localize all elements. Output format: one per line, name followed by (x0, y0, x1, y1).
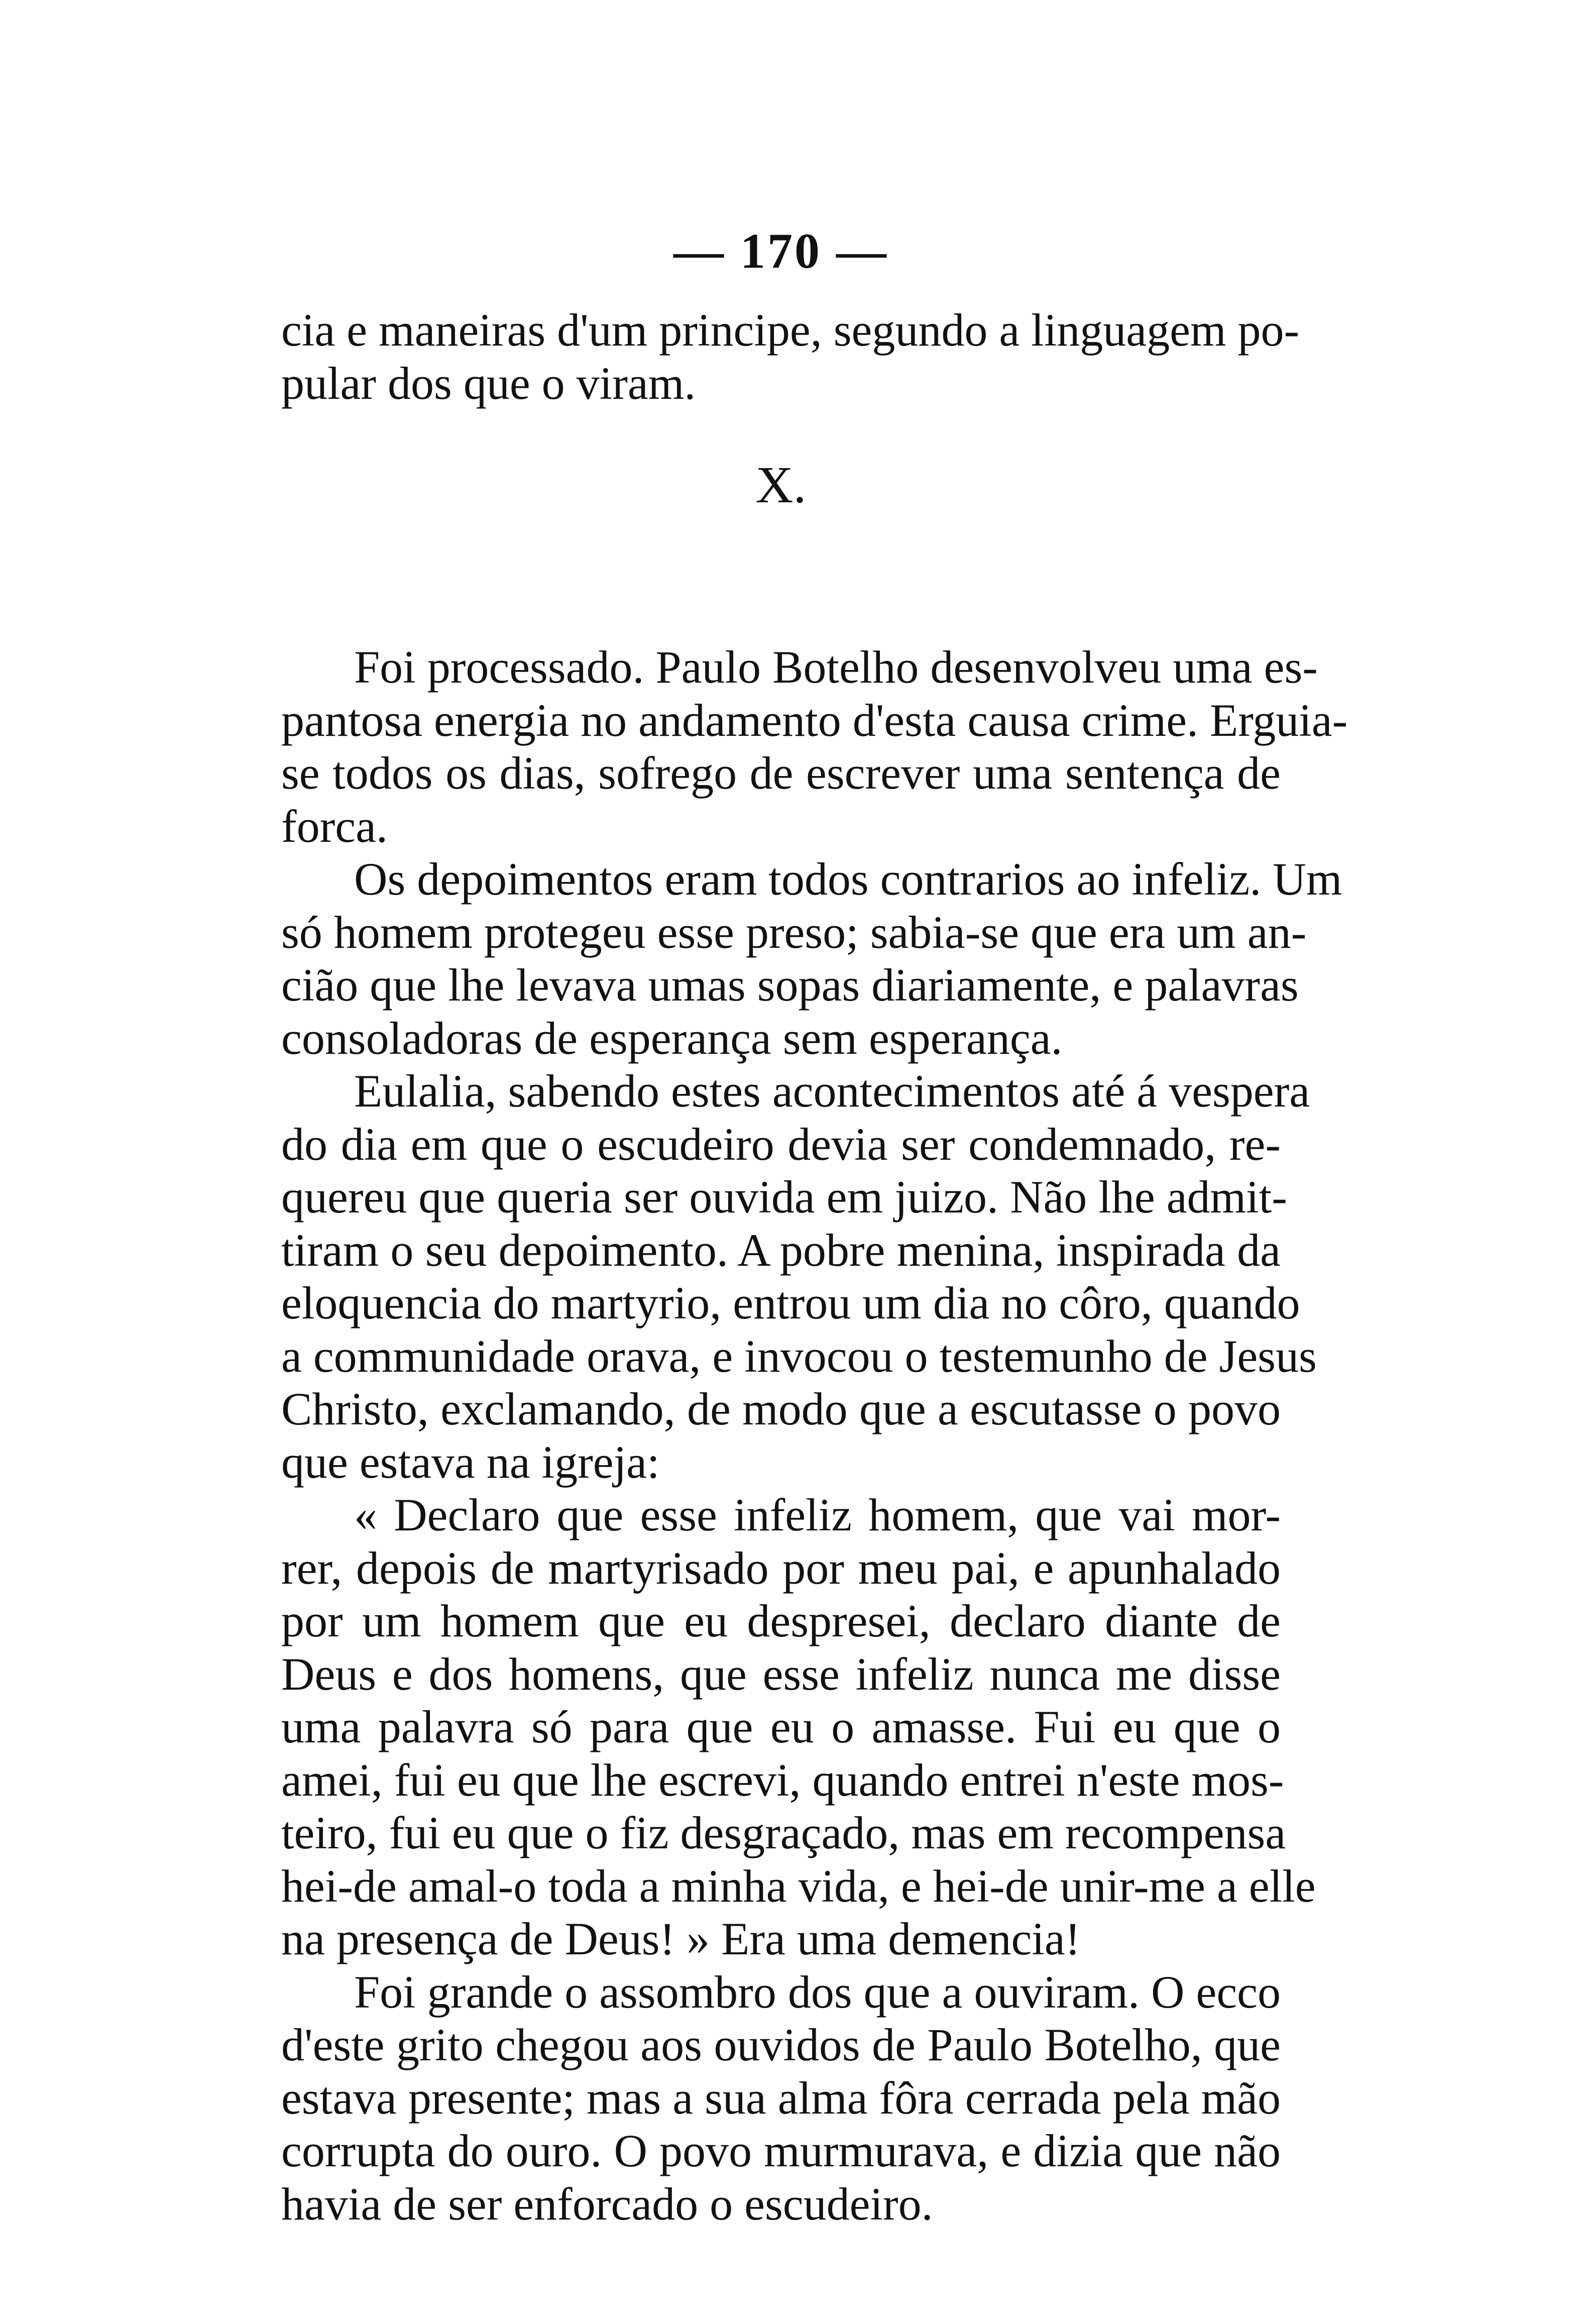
text-line: havia de ser enforcado o escudeiro. (281, 2178, 933, 2230)
text-line: quereu que queria ser ouvida em juizo. Não lhe admit- (281, 1171, 1287, 1223)
text-line: teiro, fui eu que o fiz desgraçado, mas em recompensa (281, 1807, 1286, 1858)
text-line: Deus e dos homens, que esse infeliz nunca me disse (281, 1648, 1281, 1700)
text-line: Foi grande o assombro dos que a ouviram. O ecco (354, 1966, 1281, 2018)
text-line: tiram o seu depoimento. A pobre menina, inspirada da (281, 1224, 1281, 1276)
text-line: do dia em que o escudeiro devia ser condemnado, re- (281, 1118, 1281, 1170)
text-line: pular dos que o viram. (281, 357, 696, 409)
chapter-heading: X. (755, 456, 807, 514)
text-line: estava presente; mas a sua alma fôra cerrada pela mão (281, 2072, 1281, 2124)
text-line: pantosa energia no andamento d'esta causa crime. Erguia- (281, 694, 1348, 746)
text-line: que estava na igreja: (281, 1436, 660, 1488)
text-line: cia e maneiras d'um principe, segundo a linguagem po- (281, 304, 1300, 356)
text-line: corrupta do ouro. O povo murmurava, e dizia que não (281, 2125, 1281, 2176)
paragraph (281, 641, 1348, 853)
text-line: a communidade orava, e invocou o testemunho de Jesus (281, 1330, 1317, 1382)
text-line: por um homem que eu despresei, declaro diante de (281, 1595, 1281, 1646)
book-page (281, 221, 1348, 2231)
paragraph (281, 853, 1342, 1065)
paragraph (281, 1065, 1317, 1489)
text-line: só homem protegeu esse preso; sabia-se que era um an- (281, 906, 1307, 958)
text-line: Eulalia, sabendo estes acontecimentos até á vespera (354, 1065, 1310, 1117)
text-line: forca. (281, 800, 388, 852)
text-line: se todos os dias, sofrego de escrever uma sentença de (281, 747, 1281, 799)
text-line: d'este grito chegou aos ouvidos de Paulo Botelho, que (281, 2019, 1281, 2070)
text-line: amei, fui eu que lhe escrevi, quando entrei n'este mos- (281, 1754, 1284, 1806)
text-line: Os depoimentos eram todos contrarios ao infeliz. Um (354, 853, 1342, 905)
text-line: consoladoras de esperança sem esperança. (281, 1012, 1063, 1064)
text-line: Christo, exclamando, de modo que a escutasse o povo (281, 1383, 1281, 1434)
opening-text (281, 304, 1300, 410)
paragraph (281, 1966, 1281, 2231)
text-line: rer, depois de martyrisado por meu pai, e apunhalado (281, 1542, 1281, 1594)
text-line: eloquencia do martyrio, entrou um dia no côro, quando (281, 1277, 1300, 1329)
text-line: hei-de amal-o toda a minha vida, e hei-de unir-me a elle (281, 1860, 1316, 1912)
text-line: cião que lhe levava umas sopas diariamente, e palavras (281, 959, 1299, 1011)
text-line: na presença de Deus! » Era uma demencia! (281, 1913, 1081, 1964)
text-line: « Declaro que esse infeliz homem, que vai mor- (354, 1489, 1281, 1540)
text-line: uma palavra só para que eu o amasse. Fui eu que o (281, 1701, 1281, 1752)
quoted-declaration (281, 1489, 1316, 1966)
text-line: Foi processado. Paulo Botelho desenvolveu uma es- (354, 641, 1318, 693)
page-number: — 170 — (673, 223, 888, 279)
